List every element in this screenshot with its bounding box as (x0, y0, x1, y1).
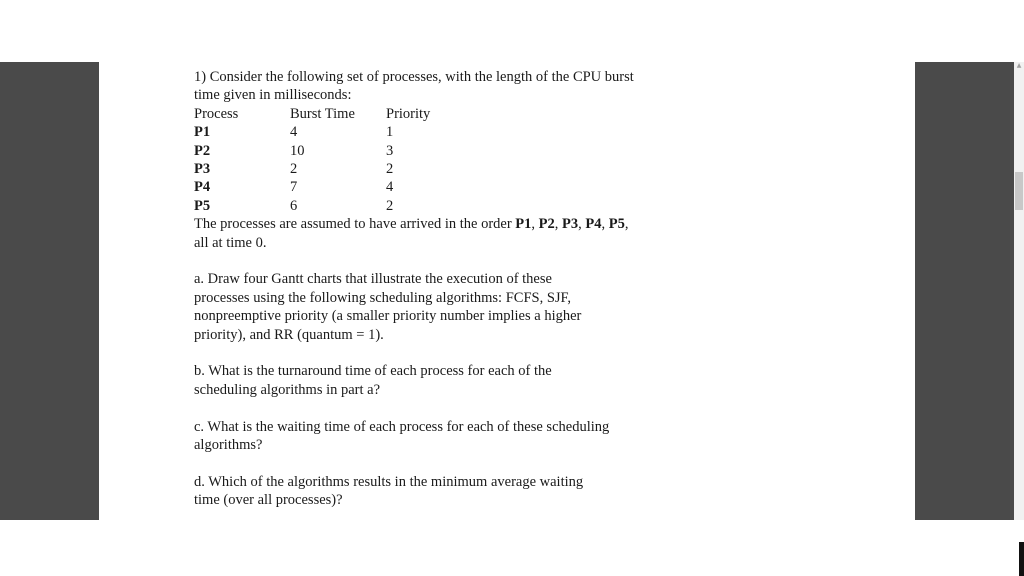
header-priority: Priority (386, 105, 431, 122)
left-gutter-edge (0, 517, 54, 520)
priority: 1 (386, 124, 394, 141)
table-row (194, 197, 694, 215)
table-row (194, 123, 694, 141)
right-gutter (915, 62, 1014, 520)
intro-line-1: 1) Consider the following set of processes, with the length of the CPU burst (194, 69, 634, 85)
spacer (194, 399, 694, 417)
header-process: Process (194, 105, 239, 122)
burst-time: 4 (290, 124, 298, 141)
part-c-line-1: c. What is the waiting time of each process for each of these scheduling (194, 418, 610, 435)
scrollbar-thumb[interactable] (1015, 172, 1023, 210)
part-b-line-2: scheduling algorithms in part a? (194, 381, 381, 398)
part-a-line-4: priority), and RR (quantum = 1). (194, 326, 384, 343)
spacer (194, 252, 694, 270)
arrival-separator: , (578, 216, 586, 233)
table-header-row (194, 105, 694, 123)
arrival-line-1 (194, 215, 694, 233)
table-row (194, 142, 694, 160)
burst-time: 10 (290, 142, 305, 159)
question-text (194, 68, 694, 510)
left-gutter (0, 62, 99, 520)
part-c-line-2: algorithms? (194, 436, 263, 453)
arrival-separator: , (554, 216, 563, 233)
priority: 2 (386, 160, 394, 177)
arrival-p2: P2 (538, 216, 555, 233)
arrival-p3: P3 (562, 216, 579, 233)
spacer (194, 454, 694, 472)
process-name: P4 (194, 179, 211, 196)
part-a-line-2: processes using the following scheduling algorithms: FCFS, SJF, (194, 289, 572, 306)
table-row (194, 178, 694, 196)
table-row (194, 160, 694, 178)
arrival-separator: , (531, 216, 539, 233)
part-b-line-1: b. What is the turnaround time of each process for each of the (194, 363, 552, 380)
burst-time: 2 (290, 160, 298, 177)
part-d-line-2: time (over all processes)? (194, 492, 343, 509)
process-name: P2 (194, 142, 211, 159)
priority: 3 (386, 142, 394, 159)
arrival-p5: P5 (608, 216, 625, 233)
process-name: P5 (194, 197, 211, 214)
priority: 4 (386, 179, 394, 196)
spacer (194, 344, 694, 362)
burst-time: 7 (290, 179, 298, 196)
corner-edge (1019, 542, 1024, 576)
vertical-scrollbar[interactable] (1014, 62, 1024, 520)
burst-time: 6 (290, 197, 298, 214)
scroll-up-arrow-icon[interactable]: ▲ (1016, 62, 1022, 69)
part-a-line-3: nonpreemptive priority (a smaller priority number implies a higher (194, 308, 582, 325)
process-name: P3 (194, 160, 211, 177)
document-page (99, 62, 915, 520)
arrival-p4: P4 (585, 216, 602, 233)
process-name: P1 (194, 124, 211, 141)
arrival-line-2: all at time 0. (194, 234, 267, 251)
priority: 2 (386, 197, 394, 214)
arrival-comma: , (624, 216, 629, 233)
part-d-line-1: d. Which of the algorithms results in the minimum average waiting (194, 473, 584, 490)
arrival-separator: , (601, 216, 609, 233)
arrival-prefix: The processes are assumed to have arrived in the order (194, 216, 516, 233)
arrival-p1: P1 (515, 216, 532, 233)
intro-line-2: time given in milliseconds: (194, 87, 352, 104)
header-burst-time: Burst Time (290, 105, 355, 122)
part-a-line-1: a. Draw four Gantt charts that illustrate the execution of these (194, 271, 552, 288)
